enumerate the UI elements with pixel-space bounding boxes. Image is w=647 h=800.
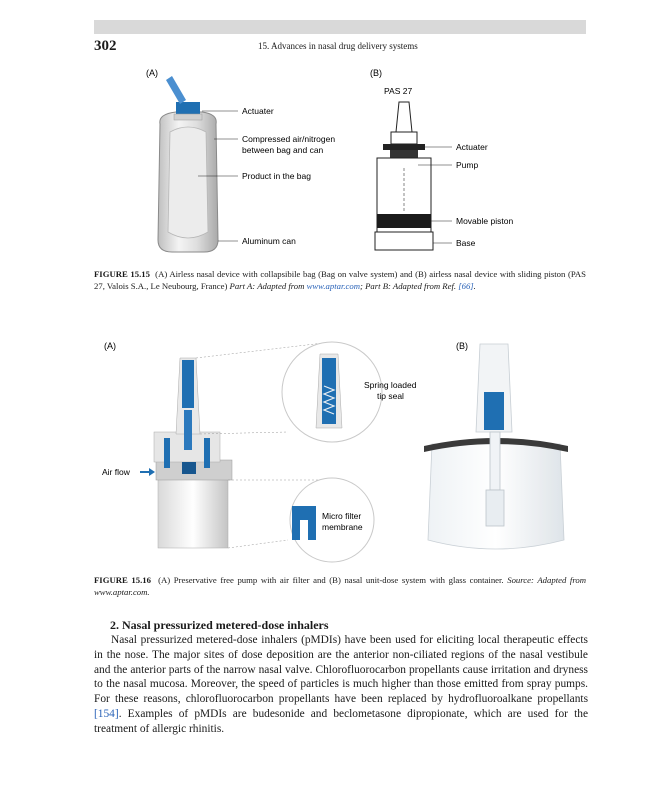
label-movable-piston: Movable piston: [456, 216, 514, 226]
body-paragraph: [94, 633, 588, 737]
spring-seal-callout: [282, 342, 382, 442]
fig15-15-panel-a: (A): [146, 68, 158, 78]
label-aluminum-can: Aluminum can: [242, 236, 296, 246]
header-bar: [94, 20, 586, 34]
caption-label-16: FIGURE 15.16: [94, 575, 151, 585]
fig15-15-panel-b: (B): [370, 68, 382, 78]
body-text-part2: . Examples of pMDIs are budesonide and beclometasone dipropionate, which are used for the treatment of allergic rhinitis.: [94, 707, 588, 735]
figure-15-15-caption: [94, 268, 586, 292]
fig15-16-panel-a: (A): [104, 341, 116, 351]
fig15-16-panel-b: (B): [456, 341, 468, 351]
callout-spring-line1: Spring loaded: [364, 380, 417, 390]
running-head: 15. Advances in nasal drug delivery systems: [258, 41, 418, 51]
page-number: 302: [94, 38, 117, 54]
label-compressed-air: Compressed air/nitrogen: [242, 134, 336, 144]
label-product-in-bag: Product in the bag: [242, 171, 311, 181]
body-citation[interactable]: [154]: [94, 707, 119, 720]
caption-label: FIGURE 15.15: [94, 269, 150, 279]
caption-source-b: ; Part B: Adapted from Ref.: [360, 281, 457, 291]
caption-link[interactable]: www.aptar.com: [306, 281, 361, 291]
pas27-device: [375, 102, 433, 250]
callout-filter-line1: Micro filter: [322, 511, 362, 521]
callout-spring-line2: tip seal: [377, 391, 404, 401]
caption-text: (A) Airless nasal device with collapsibile bag (Bag on valve system) and (B) airless nasal device with sliding piston (PAS 27, Valois S.A., Le Neubourg, France): [94, 269, 587, 291]
label-base: Base: [456, 238, 476, 248]
label-actuater-a: Actuater: [242, 106, 274, 116]
air-flow-arrow-icon: [140, 468, 155, 476]
caption-source-a: Part A: Adapted from: [229, 281, 305, 291]
figure-15-15: [94, 62, 586, 262]
body-text-part1: Nasal pressurized metered-dose inhalers (pMDIs) have been used for eliciting local therapeutic effects in the nose. The major sites of dose deposition are the anterior non-ciliated regions of the nasal vestibule and the anterior parts of the narrow nasal valve. Chlorofluorocarbon propellants cause irritation and dryness to the nasal mucosa. Moreover, the speed of particles is much higher than those emitted from spray pumps. For these reasons, chlorofluorocarbon propellants have been replaced by hydrofluoroalkane propellants: [94, 634, 588, 706]
caption-text-16: (A) Preservative free pump with air filter and (B) nasal unit-dose system with glass container.: [158, 575, 504, 585]
air-flow-label: Air flow: [102, 467, 130, 477]
label-pump: Pump: [456, 160, 479, 170]
label-actuater-b: Actuater: [456, 142, 488, 152]
caption-source-16: Source: Adapted from www.aptar.com.: [94, 575, 586, 597]
figure-15-16: [94, 336, 586, 570]
bag-on-valve-device: [158, 76, 218, 252]
caption-end: .: [473, 281, 476, 291]
callout-filter-line2: membrane: [322, 522, 363, 532]
preservative-free-pump: [154, 358, 232, 548]
unit-dose-system: [424, 344, 568, 549]
section-heading: 2. Nasal pressurized metered-dose inhalers: [110, 618, 329, 632]
figure-15-16-caption: [94, 574, 586, 598]
device-b-name: PAS 27: [384, 86, 413, 96]
caption-ref[interactable]: [66]: [458, 281, 474, 291]
label-between-bag: between bag and can: [242, 145, 324, 155]
